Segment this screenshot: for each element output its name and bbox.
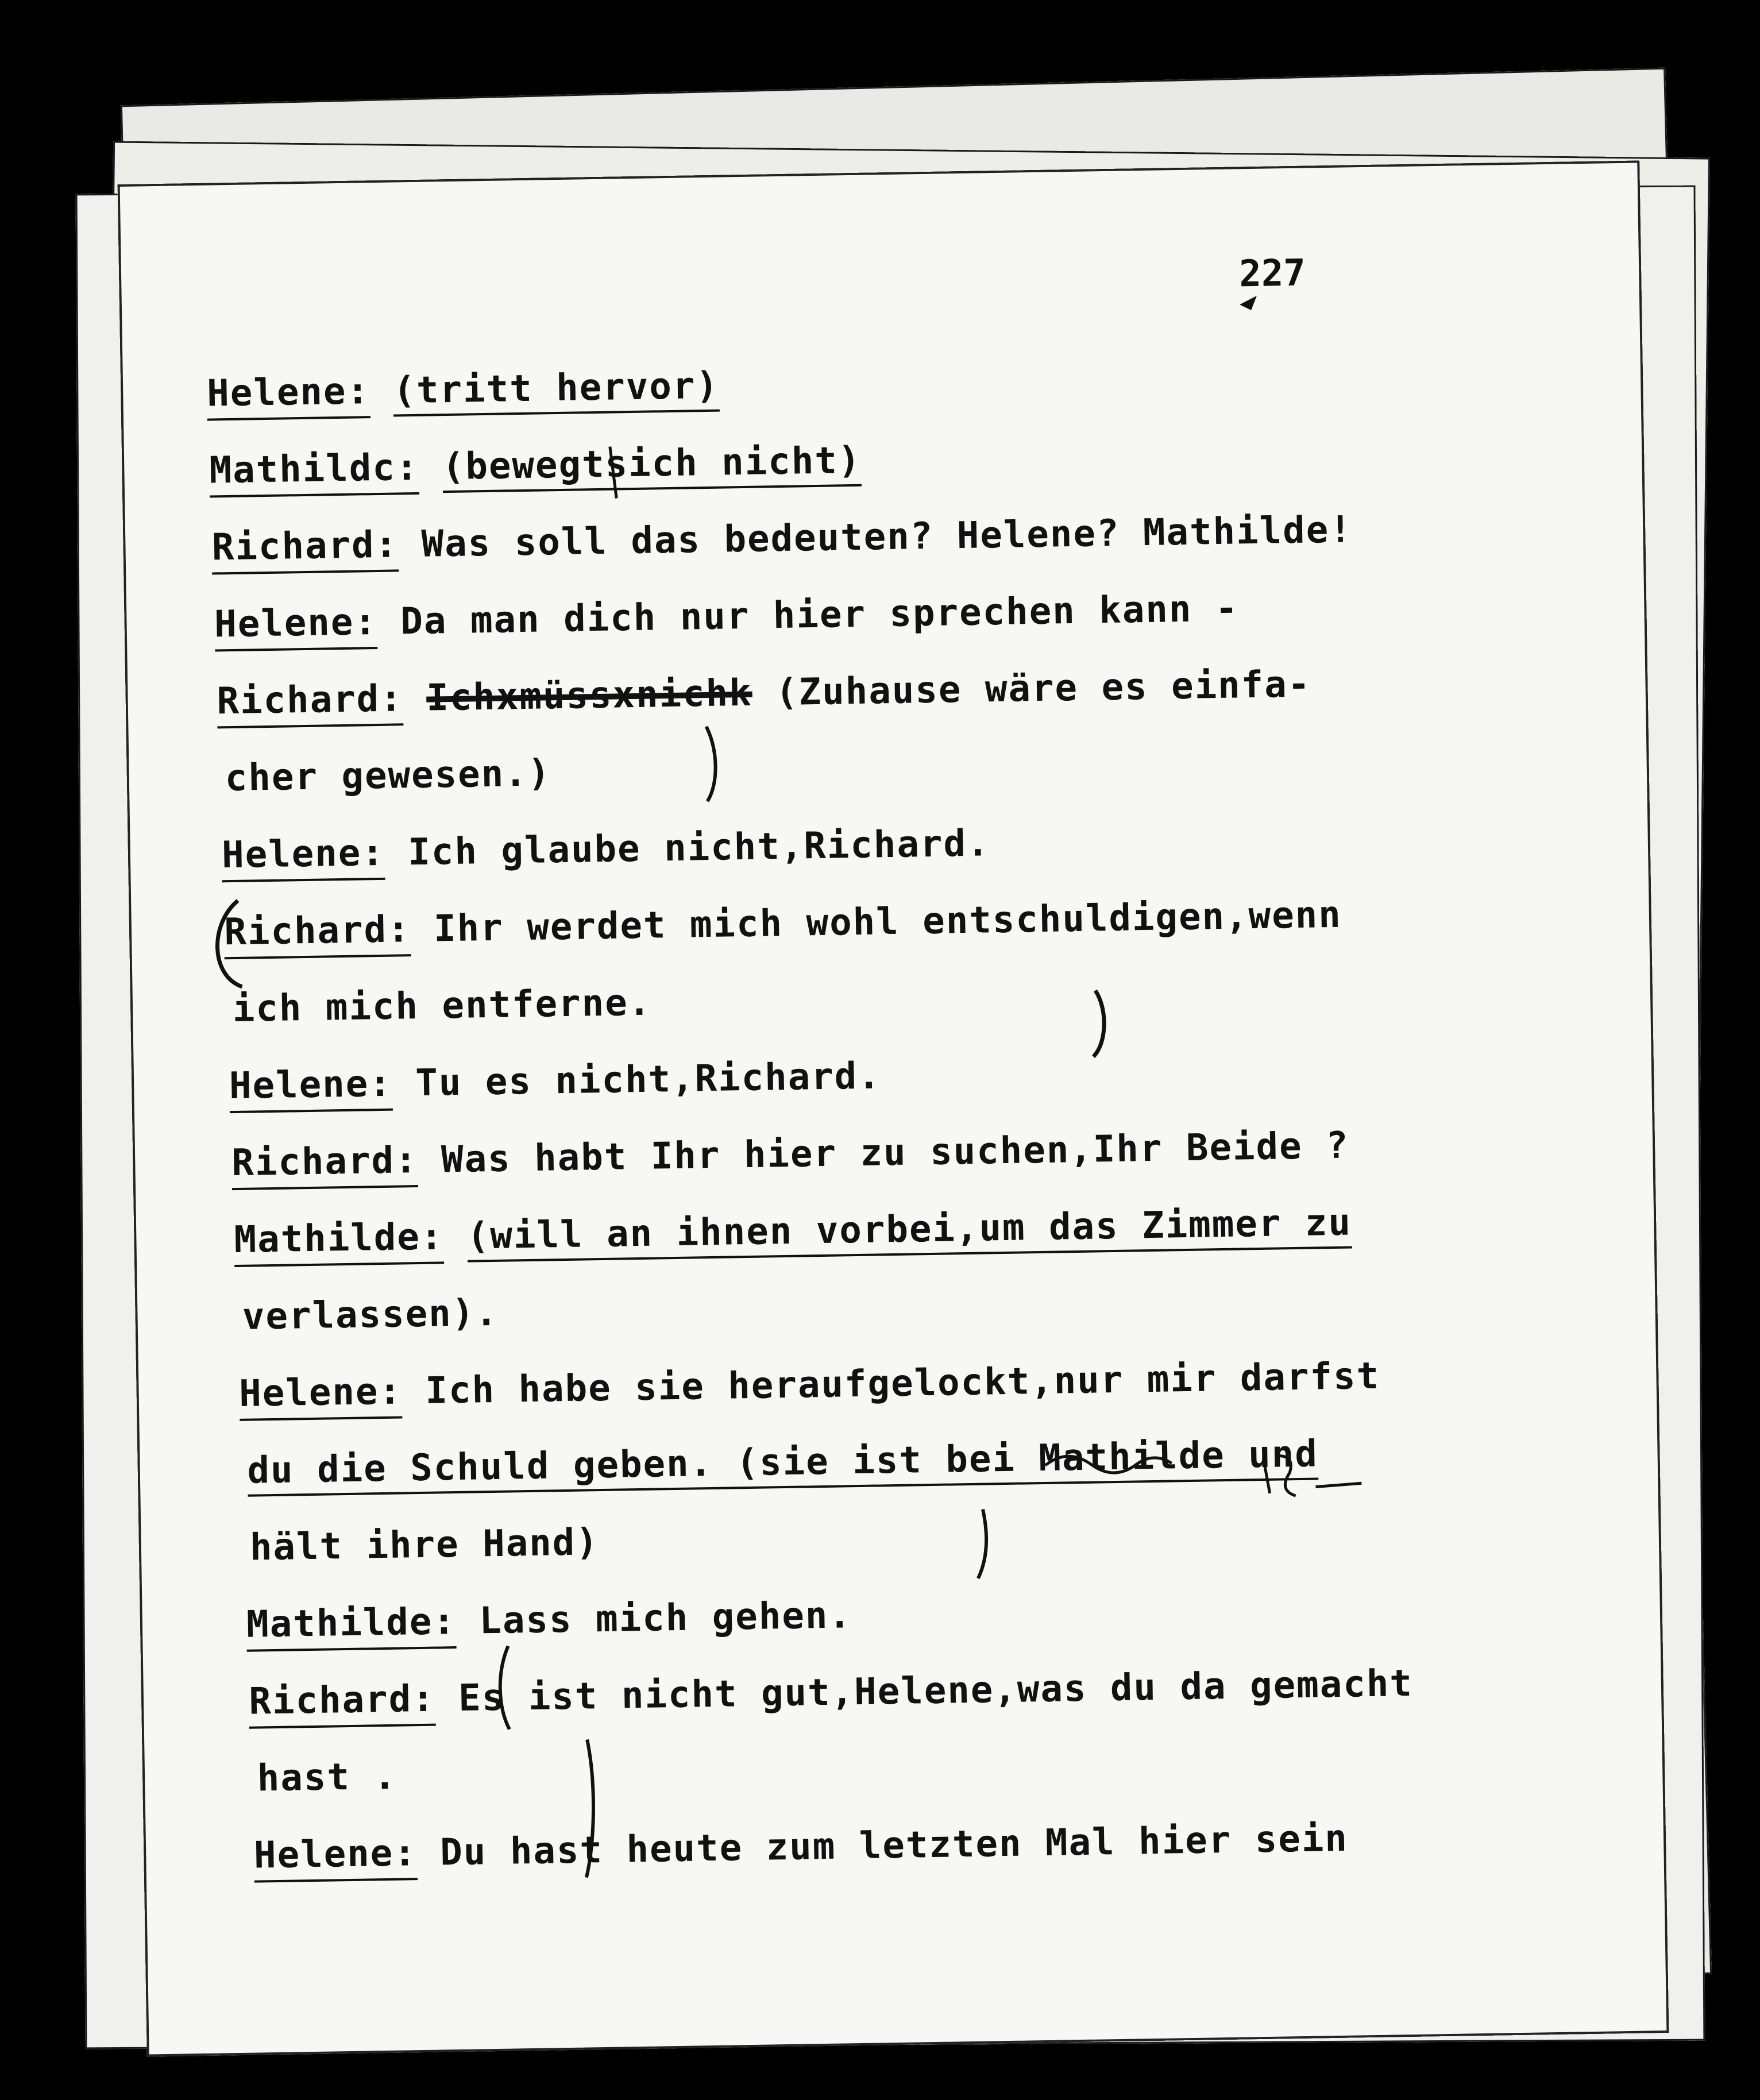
script-line [257, 1755, 397, 1800]
speaker-label: Mathildc: [209, 446, 419, 498]
line-text: (tritt hervor) [393, 365, 720, 417]
speaker-label: Richard: [249, 1678, 436, 1729]
script-line [214, 587, 1239, 646]
script-line [242, 1292, 499, 1338]
typed-text [118, 160, 1669, 2056]
script-line [224, 894, 1342, 954]
line-text: Lass mich gehen. [478, 1594, 852, 1643]
line-text: Was soll das bedeuten? Helene? Mathilde! [421, 508, 1353, 566]
line-text: ich mich entferne. [232, 981, 652, 1031]
speaker-label: Helene: [254, 1832, 418, 1882]
speaker-label: Richard: [231, 1139, 419, 1190]
speaker-label: Helene: [214, 601, 378, 651]
script-line [225, 752, 551, 800]
script-line [249, 1662, 1413, 1723]
line-text: Tu es nicht,Richard. [415, 1055, 882, 1105]
line-text: Ich habe sie heraufgelockt,nur mir darfst [424, 1354, 1380, 1412]
speaker-label: Helene: [207, 370, 370, 420]
line-text: (Zuhause wäre es einfa- [775, 663, 1311, 715]
script-line [232, 982, 652, 1030]
page-number: 227 [1238, 252, 1306, 296]
speaker-label: Richard: [211, 523, 399, 574]
script-line [247, 1433, 1318, 1492]
speaker-label: Helene: [239, 1370, 403, 1420]
line-text: (will an ihnen vorbei,um das Zimmer zu [466, 1201, 1352, 1262]
line-text: Ihr werdet mich wohl entschuldigen,wenn [433, 893, 1342, 951]
line-text: Du hast heute zum letzten Mal hier sein [439, 1817, 1349, 1874]
script-line [231, 1125, 1349, 1185]
script-line [209, 439, 862, 492]
line-text: Was habt Ihr hier zu suchen,Ihr Beide ? [441, 1124, 1350, 1182]
line-text: cher gewesen.) [225, 752, 551, 800]
line-text: Ich glaube nicht,Richard. [407, 822, 991, 874]
script-line [234, 1201, 1352, 1261]
script-line [249, 1521, 599, 1569]
line-text: du die Schuld geben. (sie ist bei Mathilde und [247, 1433, 1318, 1496]
line-text: hält ihre Hand) [249, 1521, 600, 1569]
struck-text: Ichxmüssxnichk [426, 671, 753, 720]
typed-page [118, 160, 1669, 2056]
line-text: hast . [257, 1755, 397, 1800]
line-text: (bewegtsich nicht) [442, 439, 862, 493]
speaker-label: Helene: [229, 1063, 392, 1113]
script-line [239, 1355, 1380, 1415]
script-line [211, 508, 1353, 569]
speaker-label: Richard: [224, 908, 411, 959]
script-line [246, 1594, 852, 1646]
script-line [254, 1817, 1349, 1877]
script-line [229, 1055, 881, 1107]
speaker-label: Mathilde: [246, 1600, 457, 1652]
speaker-label: Mathilde: [234, 1215, 444, 1267]
script-line [222, 822, 991, 877]
line-text: verlassen). [242, 1291, 499, 1338]
line-text: Da man dich nur hier sprechen kann - [400, 587, 1239, 643]
speaker-label: Richard: [217, 677, 404, 728]
script-line [217, 663, 1311, 723]
line-text: Es ist nicht gut,Helene,was du da gemacht [458, 1662, 1414, 1720]
speaker-label: Helene: [222, 832, 385, 882]
script-line [207, 365, 720, 415]
